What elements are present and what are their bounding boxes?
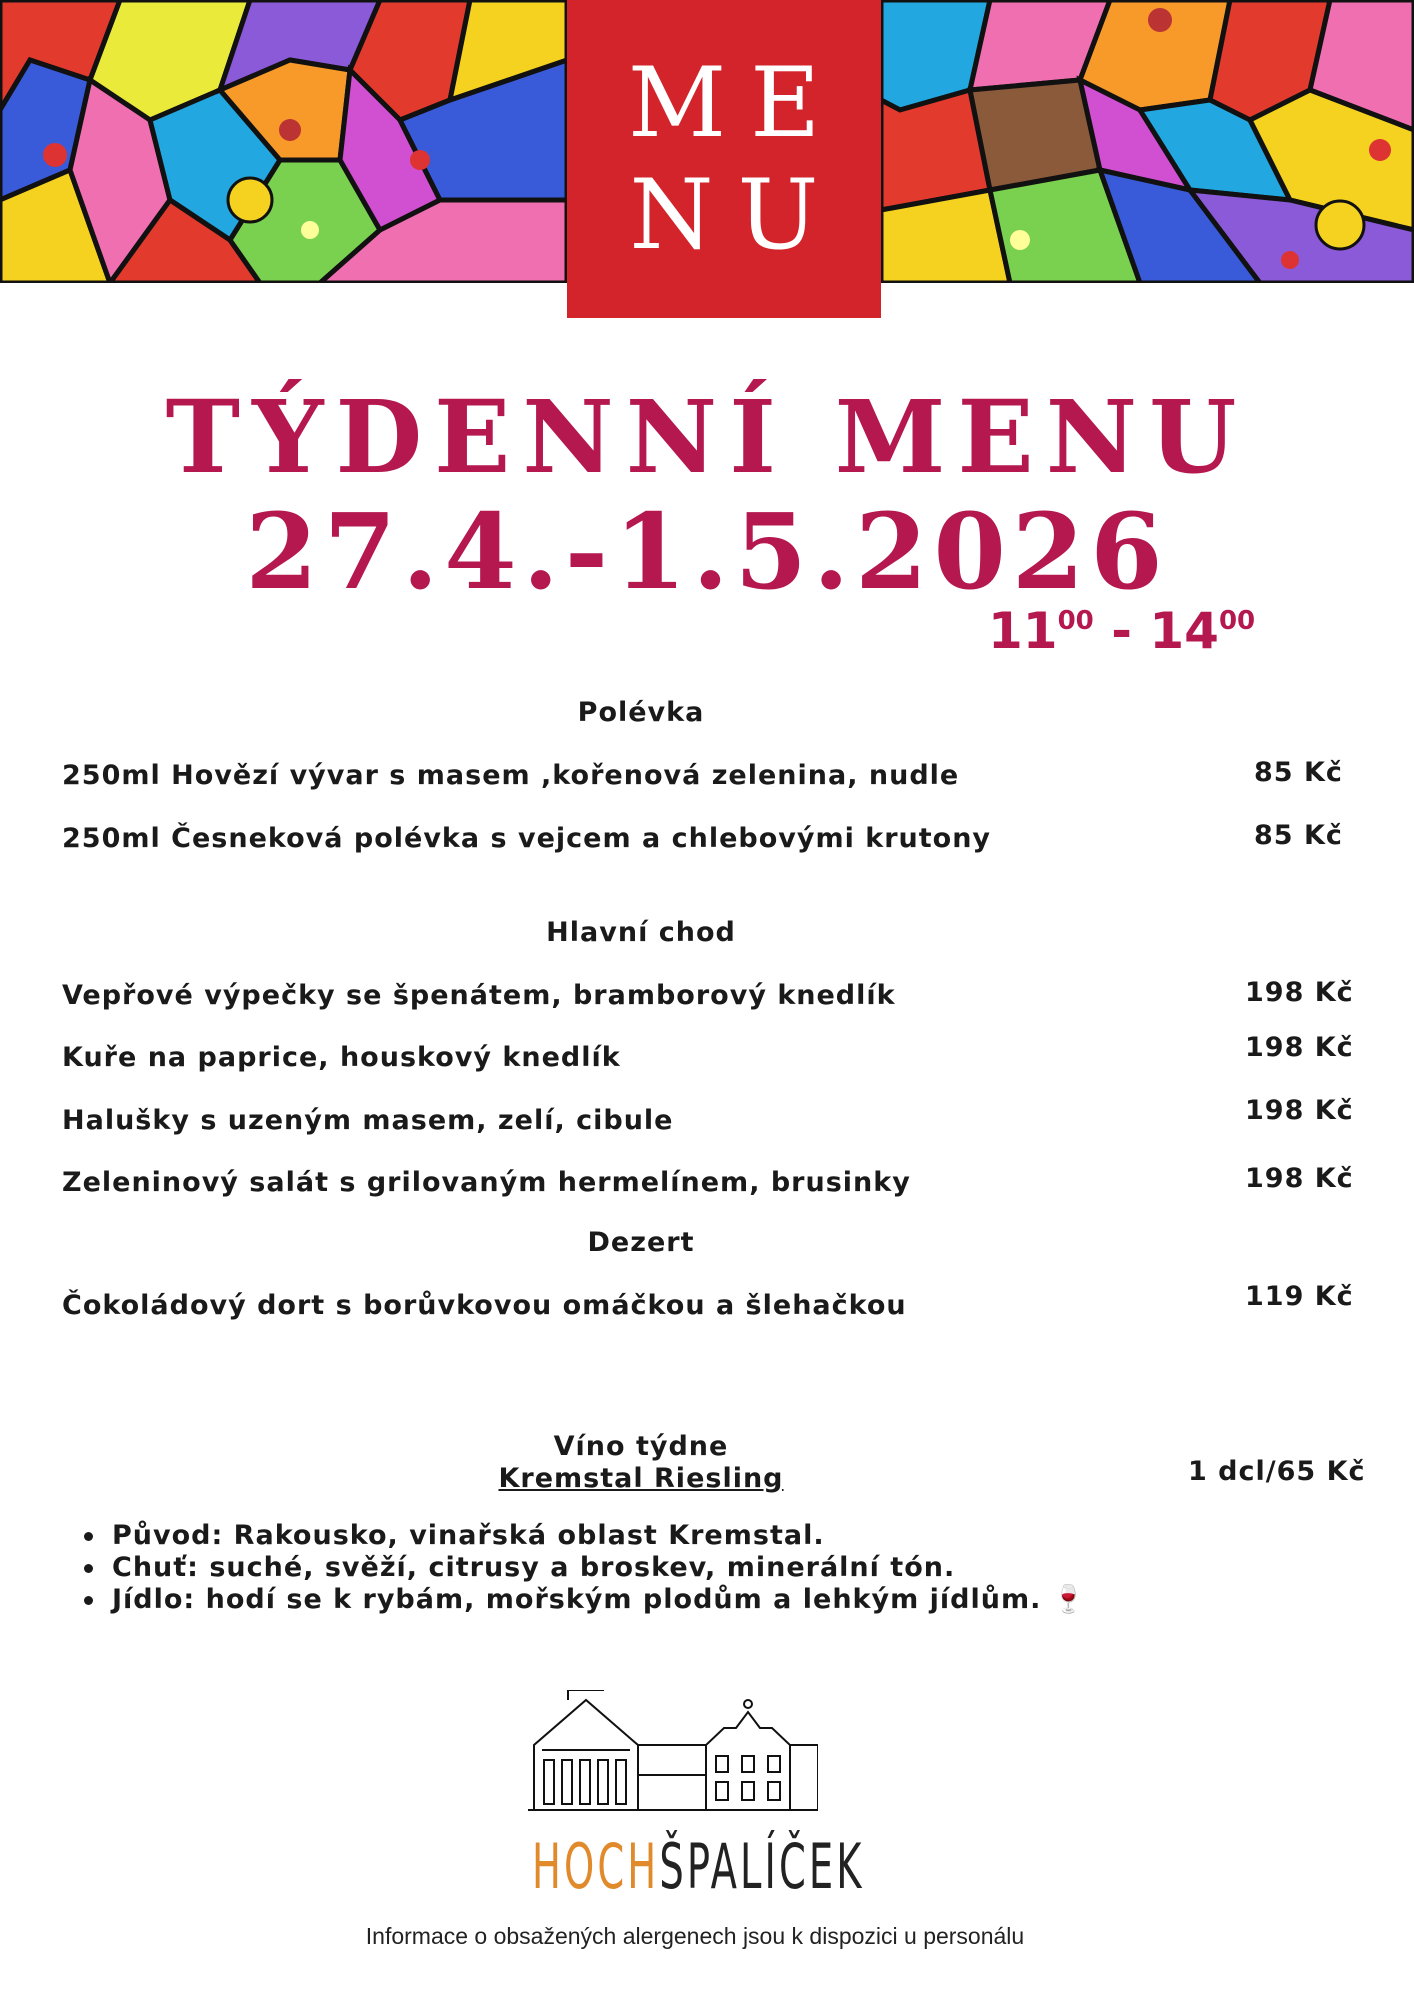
wine-details-list [112, 1520, 1086, 1616]
page-title: TÝDENNÍ MENU [165, 378, 1249, 496]
brand-logo-text [532, 1830, 865, 1903]
wine-heading: Víno týdne [553, 1431, 729, 1462]
wine-name: Kremstal Riesling [498, 1463, 784, 1494]
menu-item-name: Čokoládový dort s borůvkovou omáčkou a šlehačkou [62, 1290, 907, 1321]
menu-item-price: 119 Kč [1245, 1281, 1354, 1312]
list-item: Jídlo: hodí se k rybám, mořským plodům a lehkým jídlům. 🍷 [112, 1584, 1087, 1615]
date-range: 27.4.-1.5.2026 [245, 490, 1169, 613]
menu-item-name: Kuře na paprice, houskový knedlík [62, 1042, 621, 1073]
menu-item-price: 85 Kč [1254, 757, 1343, 788]
section-heading-dessert: Dezert [587, 1227, 695, 1258]
menu-item-price: 198 Kč [1245, 1163, 1354, 1194]
section-heading-main: Hlavní chod [546, 917, 736, 948]
menu-item-price: 198 Kč [1245, 1032, 1354, 1063]
menu-item-name: Zeleninový salát s grilovaným hermelínem, brusinky [62, 1167, 911, 1198]
section-heading-soup: Polévka [577, 697, 705, 728]
menu-badge [567, 0, 881, 318]
brand-part-2: ŠPALÍČEK [659, 1830, 865, 1903]
menu-item-name: 250ml Česneková polévka s vejcem a chlebovými krutony [62, 823, 992, 854]
hours-separator: - [1093, 602, 1150, 660]
list-item: Chuť: suché, svěží, citrusy a broskev, minerální tón. [112, 1552, 1086, 1584]
hours-start: 11 [988, 602, 1058, 660]
list-item: Původ: Rakousko, vinařská oblast Kremstal. [112, 1520, 1086, 1552]
hours-end: 14 [1149, 602, 1219, 660]
allergen-note: Informace o obsažených alergenech jsou k dispozici u personálu [365, 1923, 1025, 1949]
wine-name-row [0, 1463, 1282, 1494]
menu-item-price: 198 Kč [1245, 977, 1354, 1008]
opening-hours [988, 602, 1255, 660]
menu-item-price: 198 Kč [1245, 1095, 1354, 1126]
wine-price: 1 dcl/65 Kč [1188, 1456, 1366, 1487]
menu-item-name: Halušky s uzeným masem, zelí, cibule [62, 1105, 674, 1136]
menu-badge-line2: NU [629, 159, 843, 271]
menu-item-price: 85 Kč [1254, 820, 1343, 851]
brand-part-1: HOCH [532, 1830, 660, 1903]
hours-start-minutes: 00 [1057, 606, 1094, 636]
menu-item-name: Vepřové výpečky se špenátem, bramborový knedlík [62, 980, 896, 1011]
menu-badge-line1: ME [627, 47, 845, 159]
building-logo-icon [528, 1690, 818, 1815]
menu-item-name: 250ml Hovězí vývar s masem ,kořenová zelenina, nudle [62, 760, 960, 791]
hours-end-minutes: 00 [1218, 606, 1256, 636]
